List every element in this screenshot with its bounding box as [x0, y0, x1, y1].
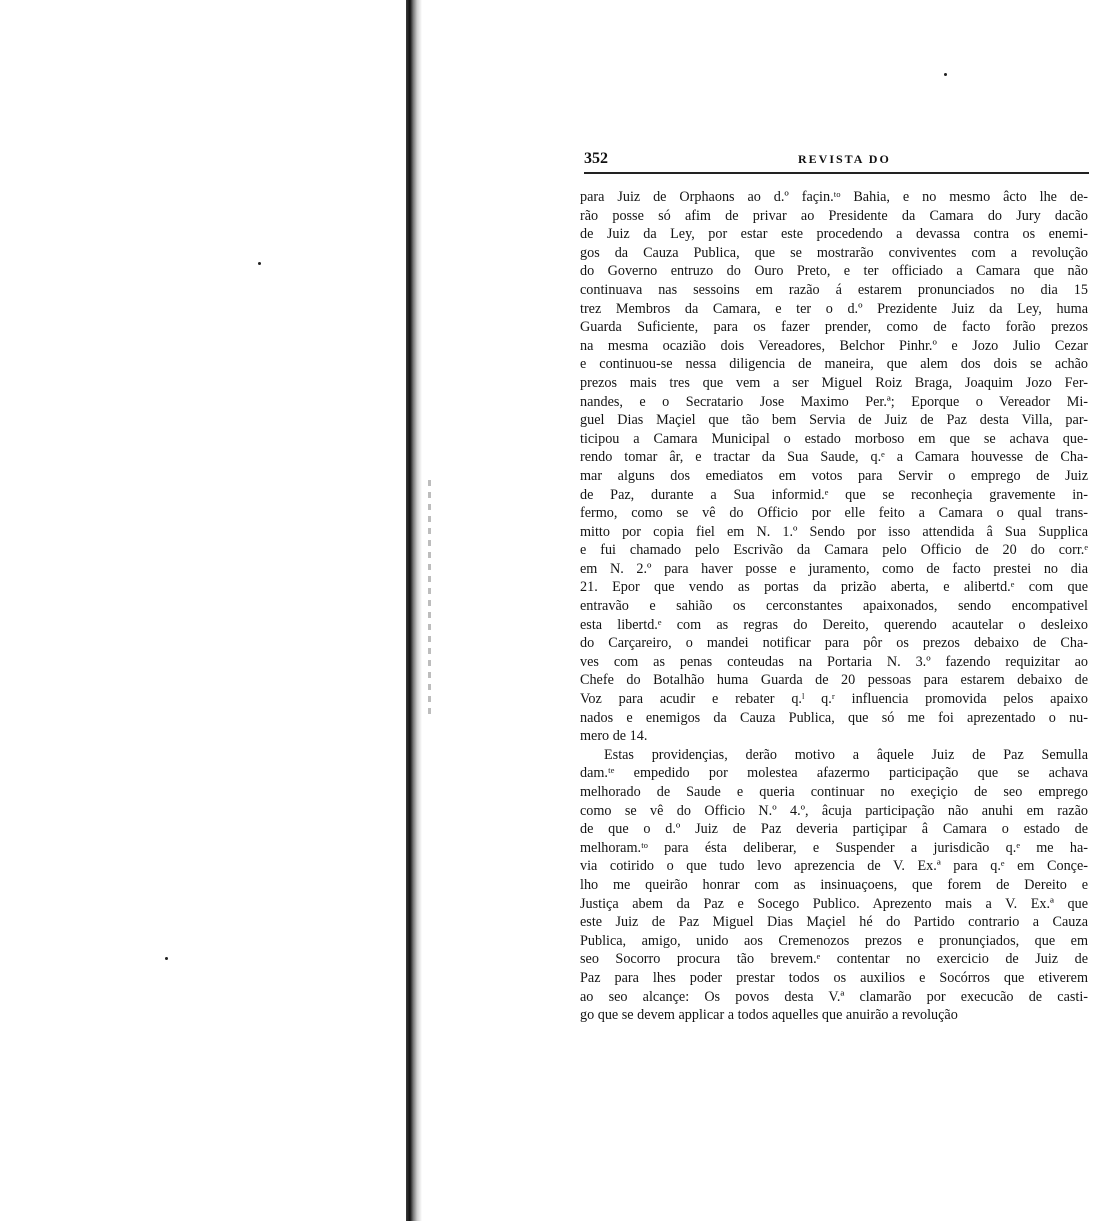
text-line: prezos mais tres que vem a ser Miguel Roiz Braga, Joaquim Jozo Fer- [580, 374, 1088, 391]
text-line: continuava nas sessoins em razão á estarem pronunciados no dia 15 [580, 281, 1088, 298]
text-line: gos da Cauza Publica, que se mostrarão conviventes com a revolução [580, 244, 1088, 261]
text-line: Guarda Suficiente, para os fazer prender, como de facto forão prezos [580, 319, 1088, 336]
text-line: via cotirido o que tudo levo aprezencia de V. Ex.ª para q.ᵉ em Conçe- [580, 858, 1088, 875]
text-line: dam.ᵗᵉ empedido por molestea afazermo participação que se achava [580, 765, 1088, 782]
paragraph-1 [580, 188, 1088, 746]
text-line: como se vê do Officio N.º 4.º, âcuja participação não anuhi em razão [580, 802, 1088, 819]
text-line: guel Dias Maçiel que tão bem Servia de Juiz de Paz desta Villa, par- [580, 412, 1088, 429]
text-line: 21. Epor que vendo as portas da prizão aberta, e alibertd.ᵉ com que [580, 579, 1088, 596]
text-line: Justiça abem da Paz e Socego Publico. Aprezento mais a V. Ex.ª que [580, 895, 1088, 912]
text-line: melhorado de Saude e queria continuar no exeçiçio de seo emprego [580, 784, 1088, 800]
header-rule [584, 172, 1089, 174]
text-line: do Governo entruzo do Ouro Preto, e ter officiado a Camara que não [580, 263, 1088, 280]
text-line: entravão e sahião os cerconstantes apaixonados, sendo encompativel [580, 598, 1088, 615]
text-line: e continuou-se nessa diligencia de maneira, que alem dos dois se achão [580, 356, 1088, 373]
text-line: de que o d.º Juiz de Paz deveria partiçipar â Camara o estado de [580, 821, 1088, 838]
text-line: mar alguns dos emediatos em votos para Servir o emprego de Juiz [580, 467, 1088, 484]
paper-speck [944, 73, 947, 76]
book-gutter [406, 0, 422, 1221]
text-line: este Juiz de Paz Miguel Dias Maçiel hé do Partido contrario a Cauza [580, 914, 1088, 931]
body-text [580, 188, 1088, 1025]
text-line: Paz para lhes poder prestar todos os auxilios e Socórros que etiverem [580, 969, 1088, 986]
text-line: ves com as penas conteudas na Portaria N. 3.º fazendo requizitar ao [580, 653, 1088, 670]
text-line: na mesma ocazião dois Vereadores, Belchor Pinhr.º e Jozo Julio Cezar [580, 337, 1088, 354]
text-line: de Paz, durante a Sua informid.ᵉ que se reconheçia gravemente in- [580, 486, 1088, 503]
text-line: seo Socorro procura tão brevem.ᵉ contentar no exercicio de Juiz de [580, 951, 1088, 968]
text-line: nados e enemigos da Cauza Publica, que só me foi aprezentado o nu- [580, 709, 1088, 726]
text-line: do Carçareiro, o mandei notificar para pôr os prezos debaixo de Cha- [580, 635, 1088, 652]
text-line: rão posse só afim de privar ao Presidente da Camara do Jury dacão [580, 207, 1088, 224]
gutter-crease [428, 480, 431, 720]
text-line: esta libertd.ᵉ com as regras do Dereito, querendo acautelar o desleixo [580, 616, 1088, 633]
paragraph-2 [580, 746, 1088, 1025]
running-title: REVISTA DO [798, 152, 891, 166]
paper-speck [258, 262, 261, 265]
text-line: ao seo alcançe: Os povos desta V.ª clamarão por execucão de casti- [580, 988, 1088, 1005]
text-line: mitto por copia fiel em N. 1.º Sendo por isso attendida â Sua Supplica [580, 523, 1088, 540]
text-line: nandes, e o Secratario Jose Maximo Per.ª; Eporque o Vereador Mi- [580, 393, 1088, 410]
text-line: fermo, como se vê do Officio por elle feito a Camara o qual trans- [580, 505, 1088, 522]
blank-left-page [0, 0, 410, 1221]
text-line: go que se devem applicar a todos aquelles que anuirão a revolução [580, 1007, 958, 1024]
text-line: mero de 14. [580, 728, 648, 745]
paper-speck [165, 957, 168, 960]
text-line: trez Membros da Camara, e ter o d.º Prezidente Juiz da Ley, huma [580, 300, 1088, 317]
text-line: melhoram.ᵗᵒ para ésta deliberar, e Suspender a jurisdicão q.ᵉ me ha- [580, 839, 1088, 856]
text-line: de Juiz da Ley, por estar este procedendo a devassa contra os enemi- [580, 226, 1088, 243]
text-line: Voz para acudir e rebater q.ˡ q.ʳ influencia promovida pelos apaixo [580, 691, 1088, 708]
text-line: Estas providençias, derão motivo a âquele Juiz de Paz Semulla [604, 746, 1088, 763]
text-line: rendo tomar âr, e tractar da Sua Saude, q.ᵉ a Camara houvesse de Cha- [580, 449, 1088, 466]
text-line: para Juiz de Orphaons ao d.º façin.ᵗᵒ Bahia, e no mesmo âcto lhe de- [580, 189, 1088, 205]
text-line: ticipou a Camara Municipal o estado morboso em que se achava que- [580, 430, 1088, 447]
text-line: Chefe do Botalhão huma Guarda de 20 pessoas para estarem debaixo de [580, 672, 1088, 689]
text-line: Publica, amigo, unido aos Cremenozos prezos e pronunçiados, que em [580, 932, 1088, 949]
text-line: lho me queirão honrar com as insinuaçoens, que forem de Dereito e [580, 876, 1088, 893]
text-line: e fui chamado pelo Escrivão da Camara pelo Officio de 20 do corr.ᵉ [580, 542, 1088, 559]
text-line: em N. 2.º para haver posse e juramento, como de facto prestei no dia [580, 560, 1088, 577]
page-number: 352 [584, 150, 608, 167]
